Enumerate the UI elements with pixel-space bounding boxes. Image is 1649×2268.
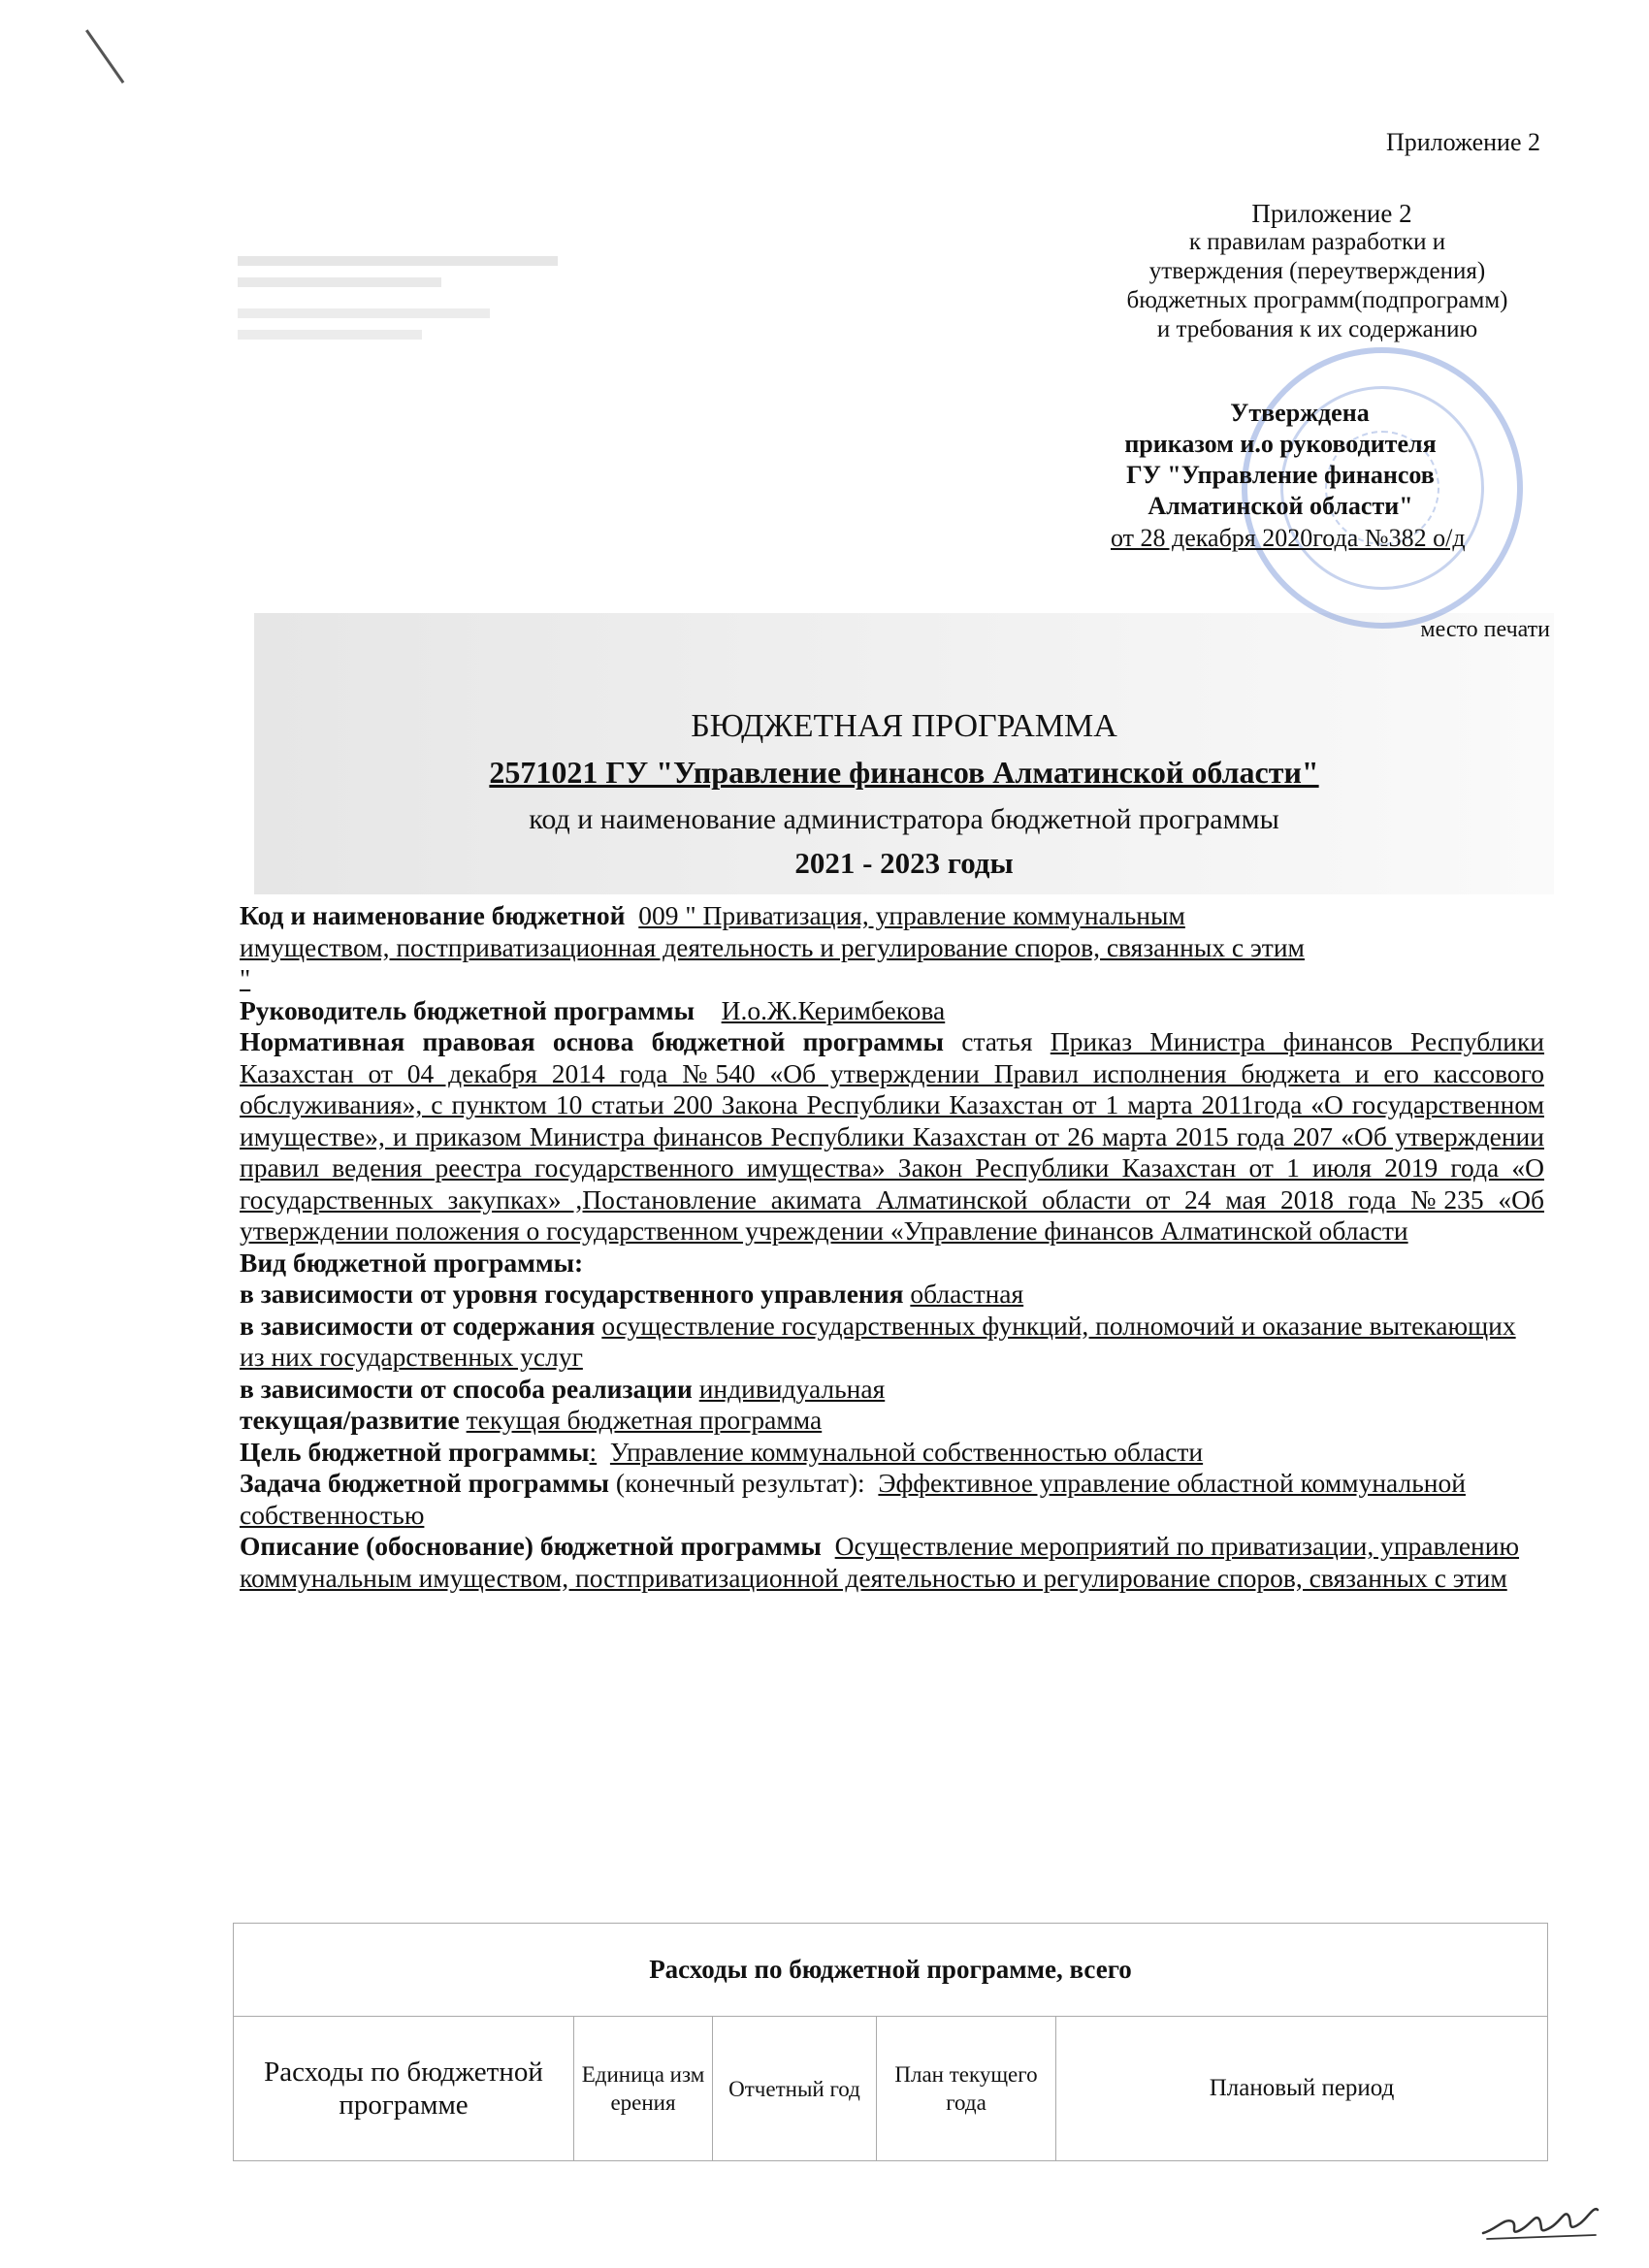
program-goal: Цель бюджетной программы: Управление коммунальной собственностью области [240, 1436, 1204, 1467]
program-current: текущая/развитие текущая бюджетная программа [240, 1405, 823, 1435]
program-details [240, 900, 1544, 1594]
program-code-cont: имуществом, постприватизационная деятельность и регулирование споров, связанных с этим [240, 931, 1305, 962]
seal-place-label: место печати [1420, 617, 1550, 642]
approval-line: Утверждена [1230, 399, 1370, 427]
program-code: Код и наименование бюджетной 009 " Приватизация, управление коммунальным [240, 900, 1185, 930]
administrator-caption: код и наименование администратора бюджетной программы [529, 803, 1279, 835]
approval-line: Алматинской области" [1148, 492, 1413, 520]
appendix-line: бюджетных программ(подпрограмм) [1126, 287, 1508, 313]
appendix-line: Приложение 2 [1251, 199, 1412, 228]
document-heading: БЮДЖЕТНАЯ ПРОГРАММА [691, 708, 1117, 744]
program-task: Задача бюджетной программы (конечный результат): Эффективное управление областной коммунальной собственностью [240, 1468, 1466, 1530]
column-header: Расходы по бюджетной программе [234, 2017, 574, 2161]
column-header: Единица измерения [574, 2017, 713, 2161]
appendix-line: утверждения (переутверждения) [1148, 258, 1486, 284]
appendix-line: и требования к их содержанию [1156, 316, 1478, 342]
approval-date: от 28 декабря 2020года №382 о/д [1111, 524, 1466, 552]
program-head: Руководитель бюджетной программы И.о.Ж.Керимбекова [240, 994, 946, 1025]
expenses-table-heading: Расходы по бюджетной программе, всего [234, 1924, 1548, 2017]
approval-line: ГУ "Управление финансов [1126, 461, 1435, 489]
approval-block [1067, 398, 1494, 522]
bleed-through-text [238, 244, 558, 351]
legal-basis: Нормативная правовая основа бюджетной программы статья Приказ Министра финансов Республики Казахстан от 04 декабря 2014 года №540 «Об утверждении Правил исполнения бюджета и его кассового обслуживания», с пунктом 10 статьи 200 Закона Республики Казахстан от 1 марта 2011года «О государственном имуществе», и приказом Министра финансов Республики Казахстан от 26 марта 2015 года 207 «Об утверждении правил ведения реестра государственного имущества» Закон Республики Казахстан от 1 июля 2019 года «О государственных закупках» ,Постановление акимата Алматинской области от 24 мая 2018 года №235 «Об утверждении положения о государственном учреждении «Управление финансов Алматинской области [240, 1026, 1545, 1246]
column-header: Плановый период [1056, 2017, 1548, 2161]
program-method: в зависимости от способа реализации индивидуальная [240, 1373, 886, 1404]
program-code-end: " [240, 963, 251, 993]
program-period: 2021 - 2023 годы [794, 846, 1014, 880]
approval-line: приказом и.о руководителя [1124, 430, 1437, 458]
column-header: План текущего года [877, 2017, 1056, 2161]
program-content-type: в зависимости от содержания осуществление государственных функций, полномочий и оказание вытекающих из них государственных услуг [240, 1310, 1516, 1372]
scan-mark [85, 29, 124, 83]
administrator-line: 2571021 ГУ "Управление финансов Алматинской области" [489, 755, 1319, 790]
appendix-top-label: Приложение 2 [1385, 128, 1540, 156]
expenses-table [233, 1923, 1548, 2161]
program-level: в зависимости от уровня государственного управления областная [240, 1279, 1024, 1309]
signature-scribble [1479, 2200, 1605, 2243]
program-description: Описание (обоснование) бюджетной программы Осуществление мероприятий по приватизации, управлению коммунальным имуществом, постприватизационной деятельностью и регулирование споров, связанных с этим [240, 1531, 1520, 1593]
appendix-block [1065, 199, 1569, 344]
appendix-line: к правилам разработки и [1188, 229, 1446, 255]
column-header: Отчетный год [713, 2017, 877, 2161]
program-type-heading: Вид бюджетной программы: [240, 1247, 584, 1278]
